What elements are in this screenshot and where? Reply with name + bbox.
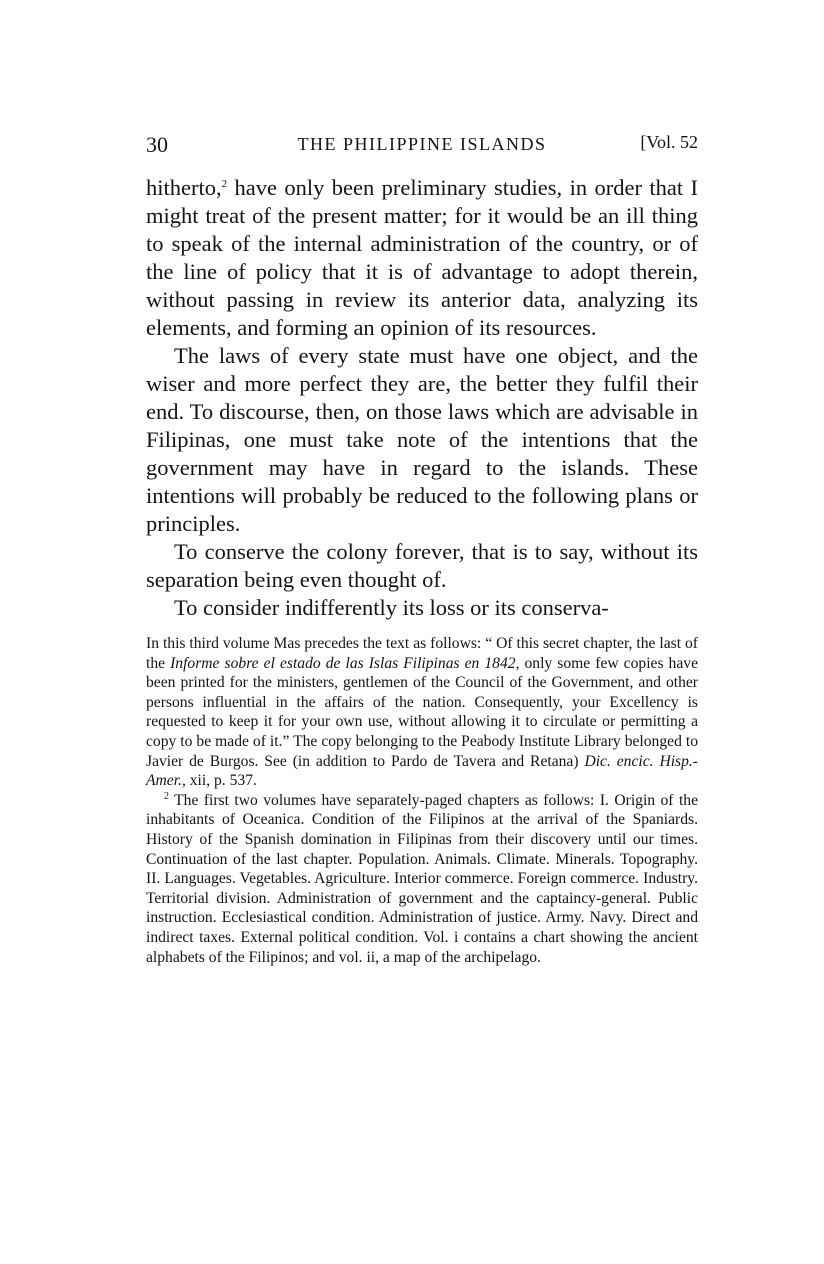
paragraph-3: To conserve the colony forever, that is to say, without its separation being even thought of. (146, 539, 698, 592)
footnote-2 (146, 791, 698, 967)
paragraph-1 (146, 174, 698, 342)
paragraph-4: To consider indifferently its loss or its conserva- (174, 595, 609, 620)
paragraph-2: The laws of every state must have one object, and the wiser and more perfect they are, the better they fulfil their end. To discourse, then, on those laws which are advisable in Filipinas, one must take note of the intentions that the government may have in regard to the islands. These intentions will probably be reduced to the following plans or principles. (146, 343, 698, 536)
volume-label: [Vol. 52 (640, 132, 698, 152)
footnote-1-text-b: , only some few copies have been printed for the ministers, gentlemen of the Council of the Government, and other persons influential in the affairs of the nation. Consequently, your Excellency is requested to keep it for your own use, without allowing it to circulate or permitting a copy to be made of it.” The copy belonging to the Peabody Institute Library belonged to Javier de Burgos. See (in addition to Pardo de Tavera and Retana) (146, 654, 698, 770)
footnote-1-title: Informe sobre el estado de las Islas Filipinas en 1842 (170, 654, 516, 672)
paragraph-1-rest: have only been preliminary studies, in order that I might treat of the present matter; for it would be an ill thing to speak of the internal administration of the country, or of the line of policy that it is of advantage to adopt therein, without passing in review its anterior data, analyzing its elements, and forming an opinion of its resources. (146, 175, 698, 340)
footnotes (146, 634, 698, 967)
footnote-1 (146, 634, 698, 791)
footnote-1-text-a: In this third volume Mas precedes the text as follows: “ Of this secret chapter, the last of the (146, 635, 698, 672)
paragraph-1-start: hitherto, (146, 175, 222, 200)
running-title: THE PHILIPPINE ISLANDS (297, 134, 547, 154)
book-page (146, 132, 698, 967)
footnote-2-marker: 2 (164, 790, 169, 802)
page-number: 30 (146, 132, 168, 157)
footnote-ref-2: 2 (221, 178, 228, 190)
footnote-1-text-c: , xii, p. 537. (181, 772, 257, 790)
running-header (146, 132, 698, 162)
footnote-1-citation: Dic. encic. Hisp.-Amer. (146, 752, 698, 790)
footnote-2-text: The first two volumes have separately-paged chapters as follows: I. Origin of the inhabitants of Oceanica. Condition of the Filipinos at the arrival of the Spaniards. History of the Spanish domination in Filipinas from their discovery until our times. Continuation of the last chapter. Population. Animals. Climate. Minerals. Topography. II. Languages. Vegetables. Agriculture. Interior commerce. Foreign commerce. Industry. Territorial division. Administration of government and the captaincy-general. Public instruction. Ecclesiastical condition. Administration of justice. Army. Navy. Direct and indirect taxes. External political condition. Vol. i contains a chart showing the ancient alphabets of the Filipinos; and vol. ii, a map of the archipelago. (146, 791, 698, 966)
main-text (146, 174, 698, 622)
